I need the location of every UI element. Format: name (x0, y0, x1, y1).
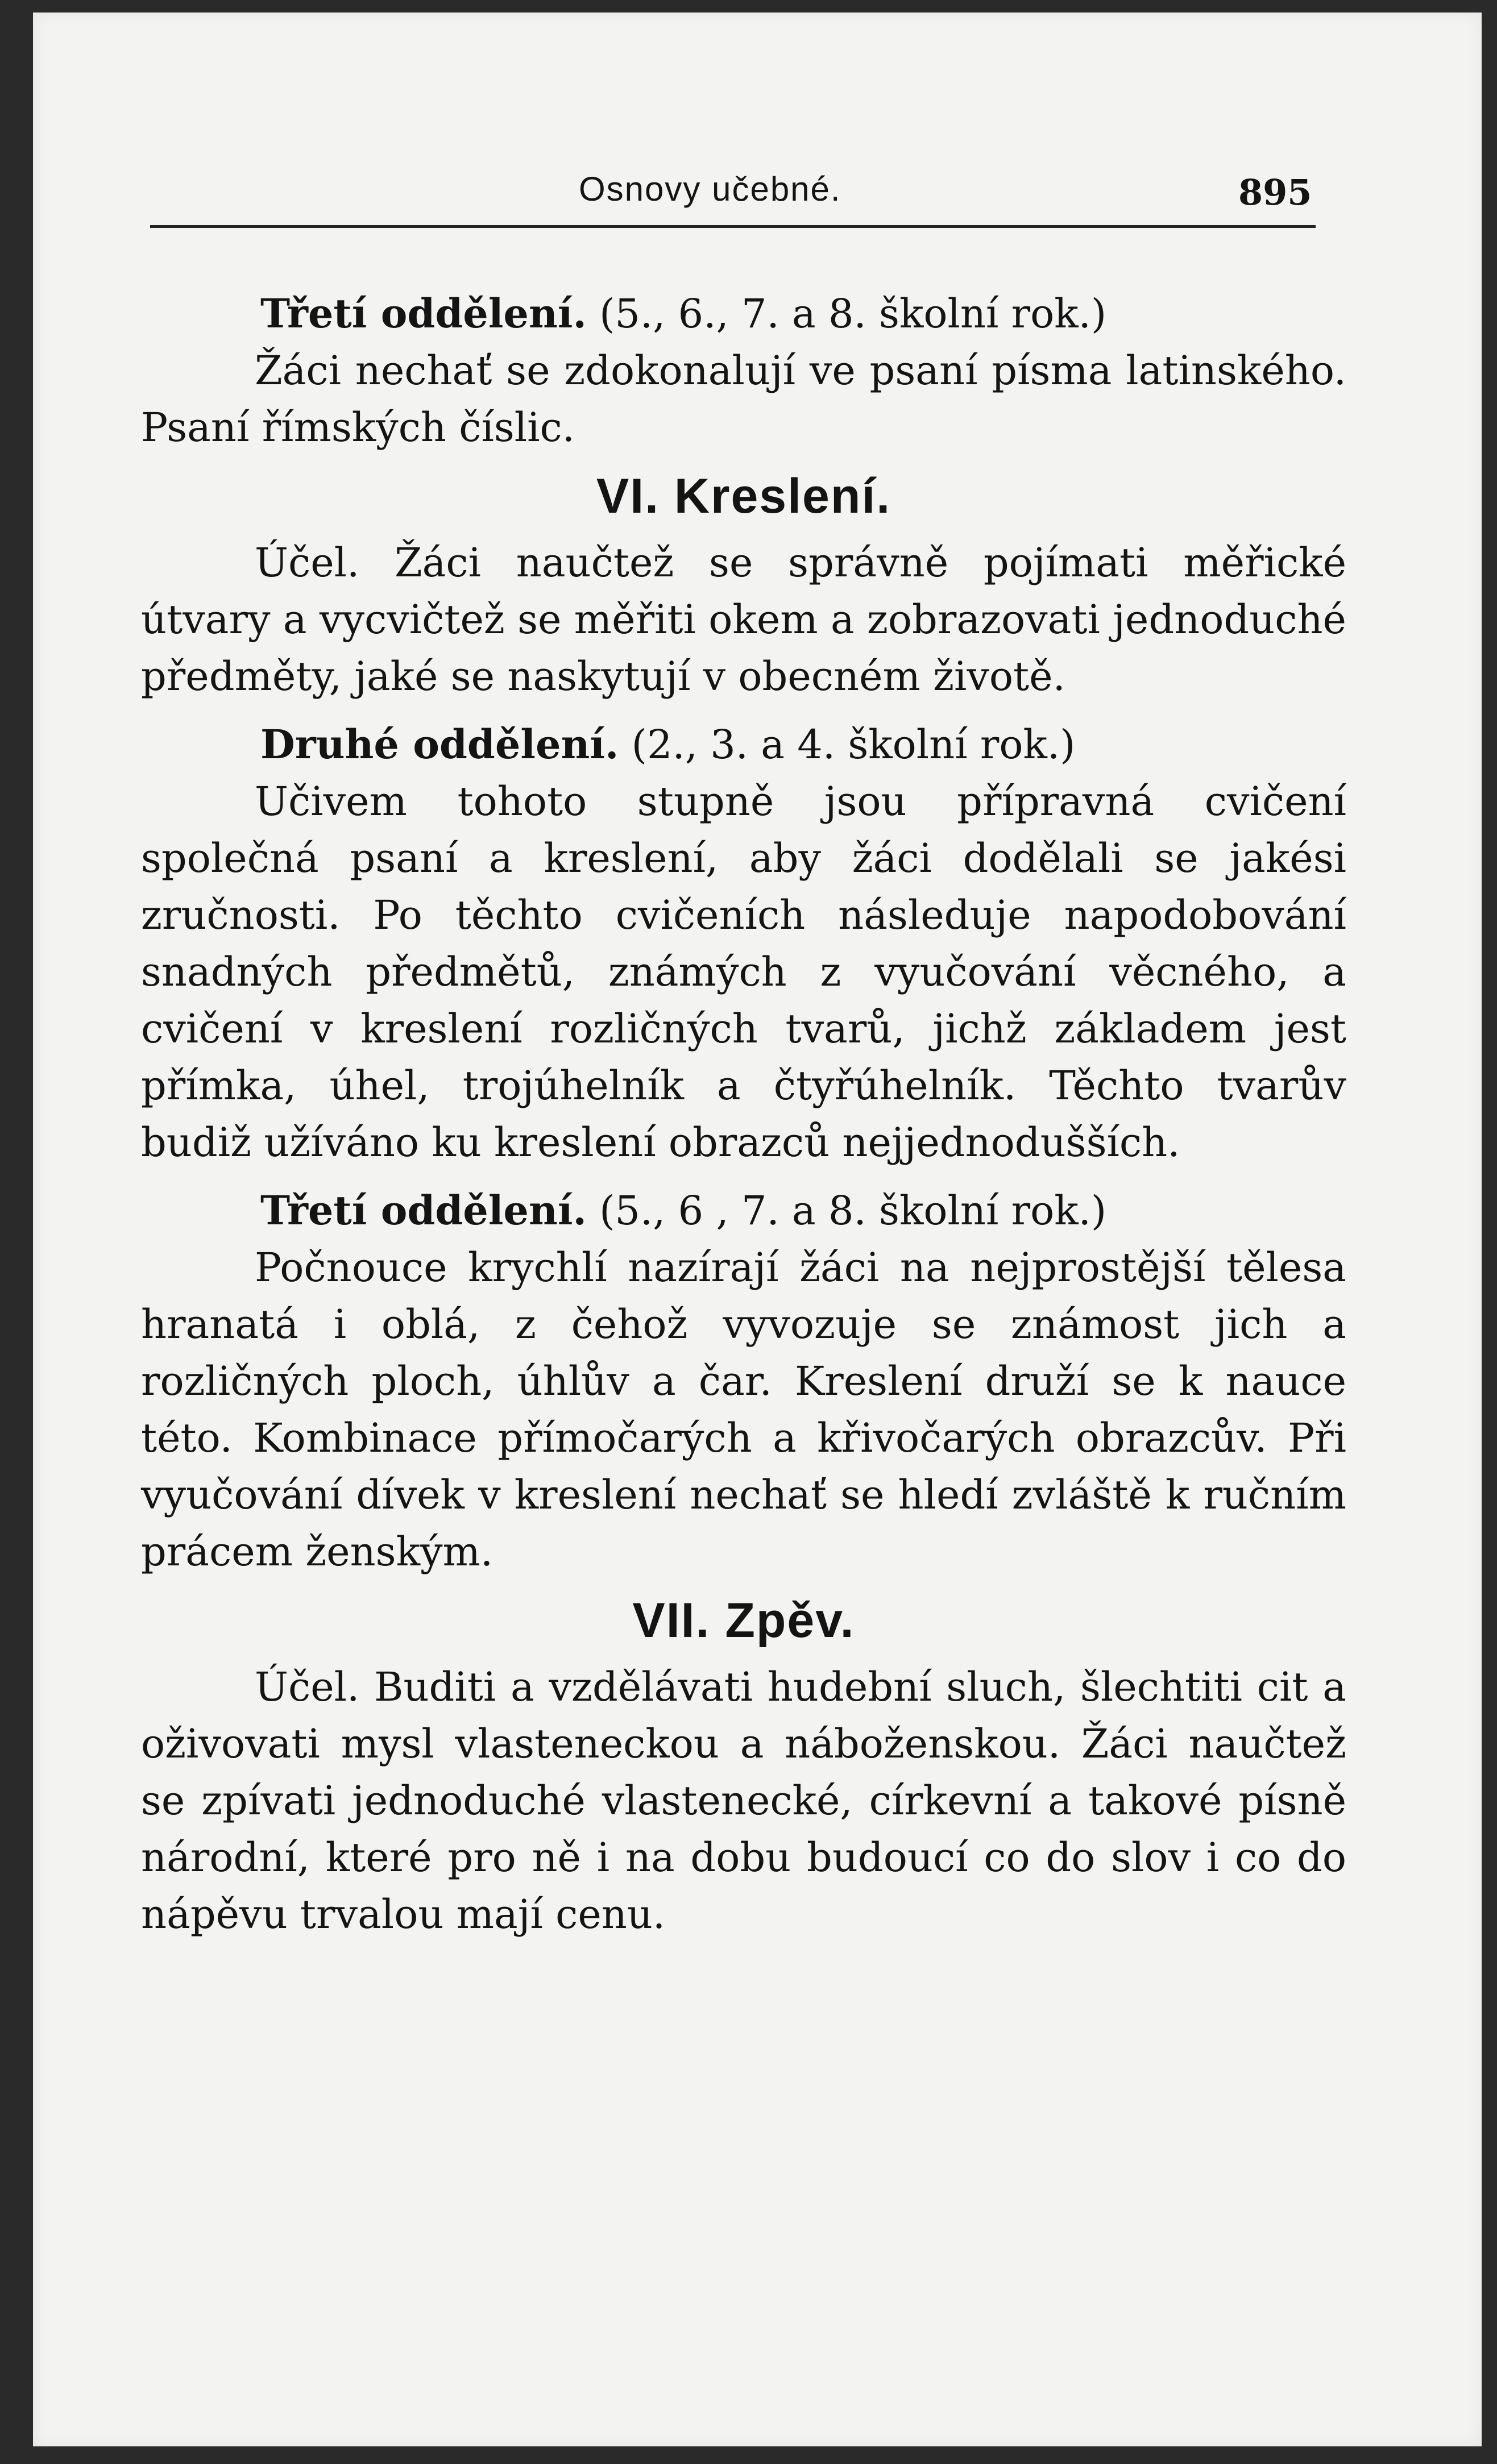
page-number: 895 (1238, 172, 1312, 213)
running-head (33, 155, 1482, 223)
grade-label: Třetí oddělení. (260, 1187, 587, 1234)
lead-word: Účel. (255, 1664, 360, 1710)
grade-heading-third-drawing (141, 1182, 1346, 1239)
section-heading-singing: VII. Zpěv. (632, 1593, 855, 1648)
paragraph-drawing-purpose (141, 534, 1346, 705)
grade-heading-second (141, 716, 1346, 773)
paragraph-singing-purpose (141, 1659, 1346, 1943)
grade-years: (2., 3. a 4. školní rok.) (631, 721, 1076, 768)
grade-heading-third (141, 285, 1346, 342)
paragraph-text: Buditi a vzdělávati hudební sluch, šlechtiti cit a oživovati mysl vlasteneckou a náboženskou. Žáci naučtež se zpívati jednoduché vlastenecké, církevní a takové písně národní, které pro ně i na dobu budoucí co do slov i co do nápěvu trvalou mají cenu. (141, 1664, 1346, 1938)
book-page (33, 13, 1482, 2446)
running-title: Osnovy učebné. (579, 170, 841, 208)
body-text (141, 285, 1346, 1943)
paragraph-text: Žáci naučtež se správně pojímati měřické útvary a vycvičtež se měřiti okem a zobrazovati jednoduché předměty, jaké se naskytují v obecném životě. (141, 539, 1346, 700)
section-heading-drawing: VI. Kreslení. (596, 469, 891, 523)
paragraph-drawing-second: Učivem tohoto stupně jsou přípravná cvičení společná psaní a kreslení, aby žáci dodělali se jakési zručnosti. Po těchto cvičeních následuje napodobování snadných předmětů, známých z vyučování věcného, a cvičení v kreslení rozličných tvarů, jichž základem jest přímka, úhel, trojúhelník a čtyřúhelník. Těchto tvarův budiž užíváno ku kreslení obrazců nejjednodušších. (141, 778, 1346, 1166)
paragraph-writing-third: Žáci nechať se zdokonalují ve psaní písma latinského. Psaní římských číslic. (141, 347, 1346, 451)
grade-label: Druhé oddělení. (260, 721, 619, 768)
grade-years: (5., 6., 7. a 8. školní rok.) (599, 290, 1107, 337)
lead-word: Účel. (255, 539, 360, 586)
paragraph-drawing-third: Počnouce krychlí nazírají žáci na nejprostější tělesa hranatá i oblá, z čehož vyvozuje se známost jich a rozličných ploch, úhlův a čar. Kreslení druží se k nauce této. Kombinace přímočarých a křivočarých obrazcův. Při vyučování dívek v kreslení nechať se hledí zvláště k ručním prácem ženským. (141, 1244, 1346, 1575)
grade-label: Třetí oddělení. (260, 290, 587, 337)
header-rule (150, 225, 1316, 228)
grade-years: (5., 6 , 7. a 8. školní rok.) (599, 1187, 1107, 1234)
